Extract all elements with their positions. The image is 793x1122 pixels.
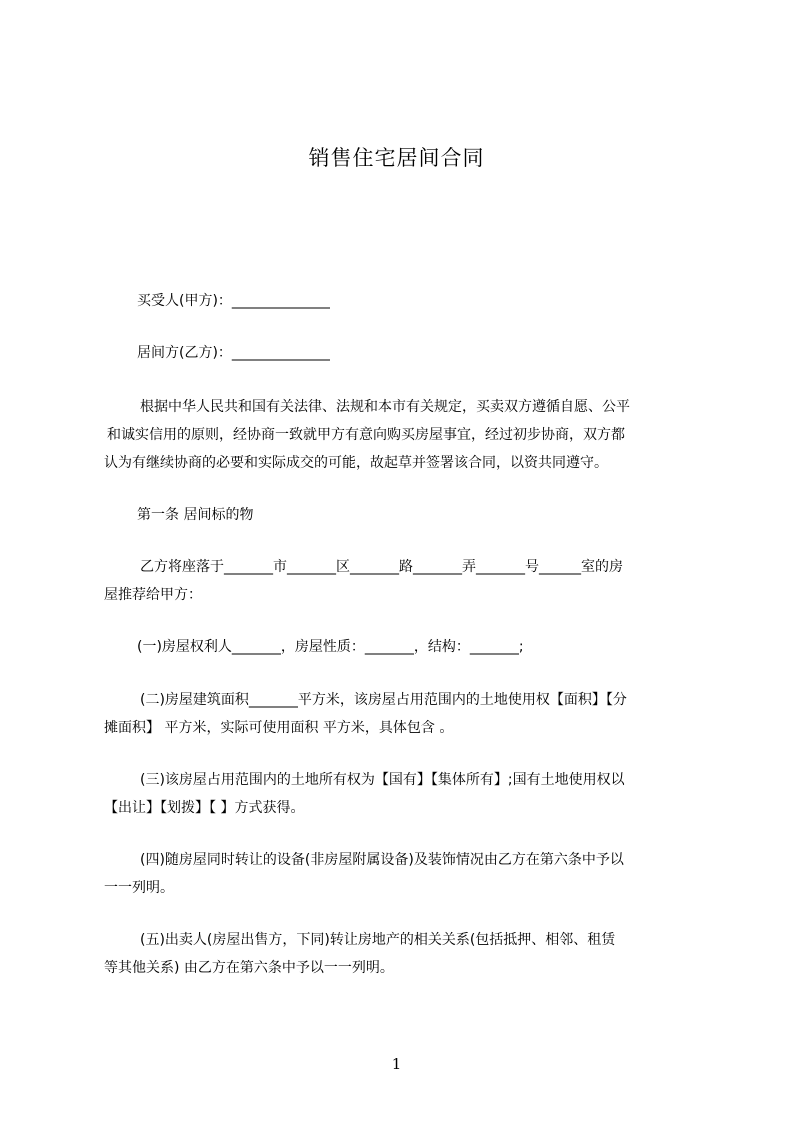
page-number: 1	[391, 1055, 402, 1073]
party-a-line: 买受人(甲方)：______________	[137, 293, 330, 309]
preamble-line-2: 和诚实信用的原则，经协商一致就甲方有意向购买房屋事宜，经过初步协商，双方都	[107, 427, 625, 443]
article-1-intro-line-1: 乙方将座落于_______市_______区_______路_______弄_______号______室的房	[140, 559, 623, 575]
party-b-line: 居间方(乙方)：______________	[137, 345, 330, 361]
item-5-line-1: (五)出卖人(房屋出售方，下同)转让房地产的相关关系(包括抵押、相邻、租赁	[140, 932, 616, 948]
preamble-line-1: 根据中华人民共和国有关法律、法规和本市有关规定，买卖双方遵循自愿、公平	[140, 399, 630, 415]
item-2-line-2: 摊面积】 平方米，实际可使用面积 平方米，具体包含 。	[104, 720, 454, 736]
item-1-line: (一)房屋权利人_______，房屋性质：_______，结构：_______;	[137, 639, 524, 655]
article-1-intro-line-2: 屋推荐给甲方：	[104, 587, 202, 603]
preamble-line-3: 认为有继续协商的必要和实际成交的可能，故起草并签署该合同，以资共同遵守。	[104, 455, 608, 471]
document-title: 销售住宅居间合同	[308, 146, 485, 170]
item-3-line-1: (三)该房屋占用范围内的土地所有权为【国有】【集体所有】;国有土地使用权以	[140, 772, 625, 788]
item-4-line-2: 一一列明。	[104, 880, 174, 896]
item-5-line-2: 等其他关系) 由乙方在第六条中予以一一列明。	[104, 960, 394, 976]
item-3-line-2: 【出让】【划拨】【 】方式获得。	[104, 800, 305, 816]
item-4-line-1: (四)随房屋同时转让的设备(非房屋附属设备)及装饰情况由乙方在第六条中予以	[140, 852, 624, 868]
article-1-heading: 第一条 居间标的物	[137, 507, 254, 523]
item-2-line-1: (二)房屋建筑面积_______平方米，该房屋占用范围内的土地使用权【面积】【分	[140, 692, 627, 708]
